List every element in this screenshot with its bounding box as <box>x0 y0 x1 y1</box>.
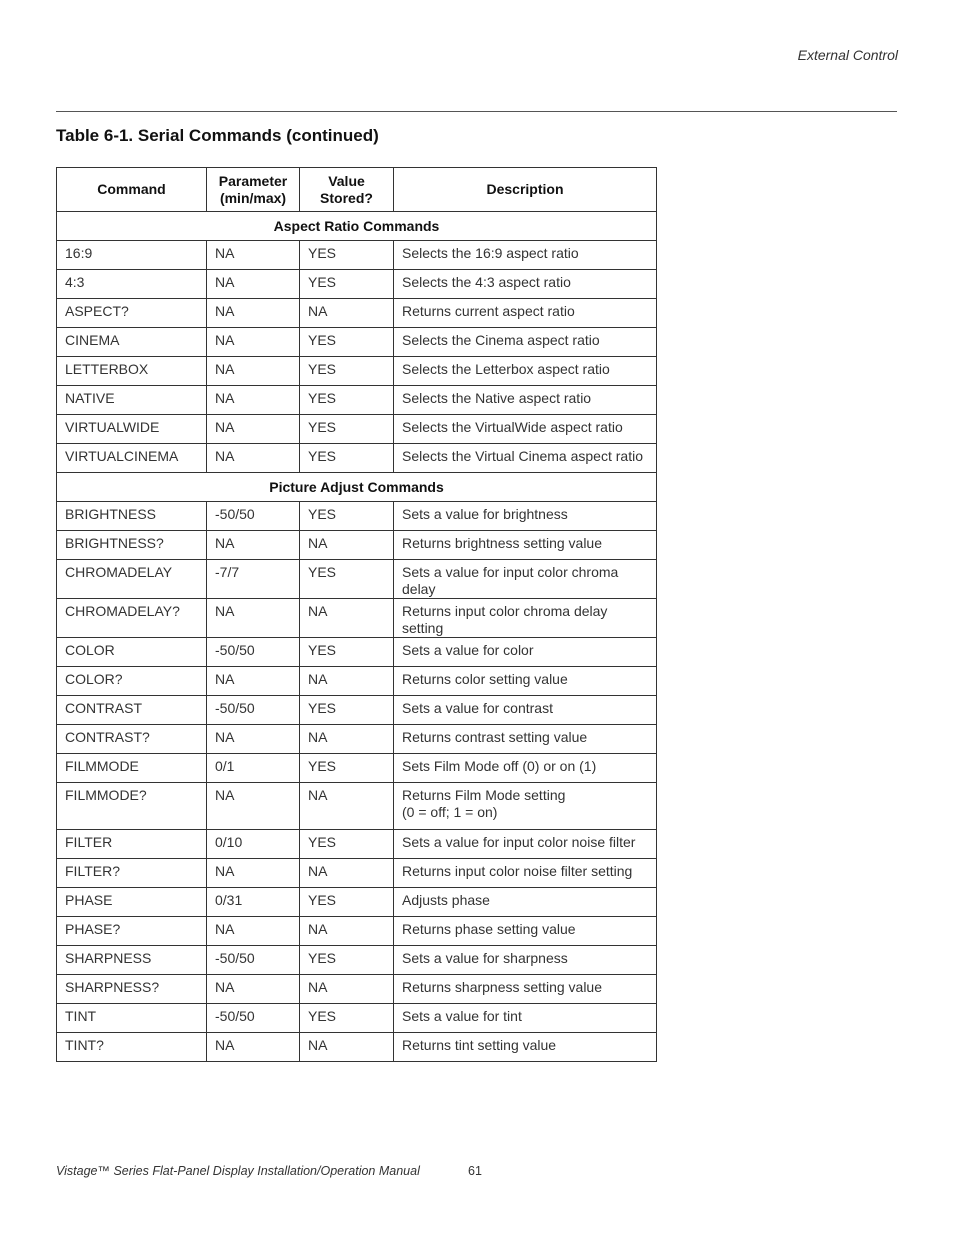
cell-stored: NA <box>300 725 394 754</box>
cell-command: ASPECT? <box>57 299 207 328</box>
cell-stored: YES <box>300 270 394 299</box>
cell-stored: YES <box>300 888 394 917</box>
cell-stored: NA <box>300 783 394 830</box>
cell-stored: YES <box>300 754 394 783</box>
cell-parameter: NA <box>207 917 300 946</box>
description-line: Sets a value for color <box>402 642 534 658</box>
cell-stored: NA <box>300 917 394 946</box>
cell-stored: YES <box>300 1004 394 1033</box>
cell-command: CHROMADELAY? <box>57 599 207 638</box>
cell-stored: NA <box>300 859 394 888</box>
cell-description <box>394 444 657 473</box>
cell-parameter: NA <box>207 299 300 328</box>
description-line: Returns current aspect ratio <box>402 303 575 319</box>
cell-parameter: -50/50 <box>207 696 300 725</box>
table-row <box>57 560 657 599</box>
cell-description <box>394 328 657 357</box>
table-row <box>57 444 657 473</box>
page-number: 61 <box>468 1164 482 1178</box>
cell-description <box>394 754 657 783</box>
table-row <box>57 299 657 328</box>
column-header-stored-line: Value <box>328 172 365 189</box>
description-line: Selects the VirtualWide aspect ratio <box>402 419 623 435</box>
table-row <box>57 754 657 783</box>
cell-parameter: NA <box>207 1033 300 1062</box>
description-line: Selects the Letterbox aspect ratio <box>402 361 610 377</box>
cell-stored: YES <box>300 502 394 531</box>
cell-description <box>394 502 657 531</box>
column-header-parameter-line: Parameter <box>218 172 288 189</box>
cell-stored: NA <box>300 667 394 696</box>
cell-parameter: NA <box>207 725 300 754</box>
header-rule <box>56 111 897 112</box>
table-row <box>57 241 657 270</box>
description-line: Selects the Cinema aspect ratio <box>402 332 600 348</box>
cell-parameter: NA <box>207 444 300 473</box>
table-row <box>57 975 657 1004</box>
cell-parameter: -7/7 <box>207 560 300 599</box>
table-row <box>57 946 657 975</box>
cell-description <box>394 415 657 444</box>
cell-parameter: -50/50 <box>207 638 300 667</box>
column-header-stored-line: Stored? <box>320 189 373 206</box>
cell-stored: YES <box>300 444 394 473</box>
cell-command: COLOR? <box>57 667 207 696</box>
cell-stored: NA <box>300 299 394 328</box>
cell-command: FILMMODE? <box>57 783 207 830</box>
description-line: Sets a value for brightness <box>402 506 568 522</box>
description-line: Sets Film Mode off (0) or on (1) <box>402 758 597 774</box>
column-header-command: Command <box>57 168 207 212</box>
cell-stored: NA <box>300 599 394 638</box>
running-header: External Control <box>797 47 898 63</box>
cell-command: NATIVE <box>57 386 207 415</box>
column-header-value-stored <box>300 168 394 212</box>
description-line: Returns color setting value <box>402 671 568 687</box>
description-line: Selects the Virtual Cinema aspect ratio <box>402 448 643 464</box>
cell-parameter: NA <box>207 270 300 299</box>
cell-parameter: -50/50 <box>207 502 300 531</box>
cell-stored: YES <box>300 357 394 386</box>
description-line: Returns brightness setting value <box>402 535 602 551</box>
table-row <box>57 830 657 859</box>
cell-description <box>394 917 657 946</box>
cell-command: SHARPNESS? <box>57 975 207 1004</box>
cell-command: TINT? <box>57 1033 207 1062</box>
table-row <box>57 531 657 560</box>
cell-stored: YES <box>300 560 394 599</box>
cell-command: 16:9 <box>57 241 207 270</box>
cell-command: VIRTUALWIDE <box>57 415 207 444</box>
cell-command: VIRTUALCINEMA <box>57 444 207 473</box>
cell-stored: YES <box>300 696 394 725</box>
column-header-parameter-line: (min/max) <box>219 189 287 206</box>
cell-parameter: NA <box>207 357 300 386</box>
table-row <box>57 1004 657 1033</box>
cell-command: PHASE <box>57 888 207 917</box>
description-line: Selects the 16:9 aspect ratio <box>402 245 579 261</box>
cell-description <box>394 975 657 1004</box>
cell-parameter: NA <box>207 599 300 638</box>
cell-description <box>394 560 657 599</box>
table-title: Table 6-1. Serial Commands (continued) <box>56 126 379 145</box>
footer-manual-title: Vistage™ Series Flat-Panel Display Installation/Operation Manual <box>56 1164 420 1178</box>
table-row <box>57 638 657 667</box>
description-line: Returns input color chroma delay setting <box>402 603 608 636</box>
description-line: Returns phase setting value <box>402 921 576 937</box>
cell-command: SHARPNESS <box>57 946 207 975</box>
cell-description <box>394 859 657 888</box>
cell-stored: NA <box>300 531 394 560</box>
cell-parameter: NA <box>207 783 300 830</box>
cell-parameter: NA <box>207 859 300 888</box>
cell-command: PHASE? <box>57 917 207 946</box>
cell-command: FILTER? <box>57 859 207 888</box>
cell-command: CONTRAST? <box>57 725 207 754</box>
cell-parameter: NA <box>207 531 300 560</box>
cell-stored: YES <box>300 415 394 444</box>
table-row <box>57 1033 657 1062</box>
cell-command: 4:3 <box>57 270 207 299</box>
cell-stored: YES <box>300 830 394 859</box>
description-line: Returns Film Mode setting <box>402 787 566 803</box>
cell-command: TINT <box>57 1004 207 1033</box>
table-row <box>57 725 657 754</box>
description-line: Selects the 4:3 aspect ratio <box>402 274 571 290</box>
serial-commands-table <box>56 167 657 1062</box>
table-row <box>57 888 657 917</box>
section-title: Aspect Ratio Commands <box>57 212 657 241</box>
cell-command: CHROMADELAY <box>57 560 207 599</box>
cell-command: FILMMODE <box>57 754 207 783</box>
cell-command: FILTER <box>57 830 207 859</box>
cell-parameter: NA <box>207 667 300 696</box>
cell-parameter: NA <box>207 386 300 415</box>
table-row <box>57 386 657 415</box>
table-row <box>57 328 657 357</box>
column-header-description: Description <box>394 168 657 212</box>
cell-description <box>394 830 657 859</box>
table-row <box>57 667 657 696</box>
table-header-row <box>57 168 657 212</box>
section-row <box>57 212 657 241</box>
table-row <box>57 696 657 725</box>
cell-command: COLOR <box>57 638 207 667</box>
description-line: Sets a value for input color noise filter <box>402 834 636 850</box>
description-line: Selects the Native aspect ratio <box>402 390 592 406</box>
cell-description <box>394 357 657 386</box>
cell-description <box>394 270 657 299</box>
cell-description <box>394 1004 657 1033</box>
column-header-parameter <box>207 168 300 212</box>
table-body <box>57 212 657 1062</box>
table-row <box>57 270 657 299</box>
cell-parameter: NA <box>207 415 300 444</box>
table-row <box>57 859 657 888</box>
cell-command: CONTRAST <box>57 696 207 725</box>
cell-parameter: NA <box>207 975 300 1004</box>
table-row <box>57 502 657 531</box>
description-line: Sets a value for input color chroma delay <box>402 564 619 597</box>
table-row <box>57 599 657 638</box>
cell-stored: YES <box>300 386 394 415</box>
description-line: Returns tint setting value <box>402 1037 557 1053</box>
cell-description <box>394 946 657 975</box>
cell-parameter: -50/50 <box>207 946 300 975</box>
cell-stored: YES <box>300 328 394 357</box>
cell-description <box>394 667 657 696</box>
cell-stored: YES <box>300 241 394 270</box>
cell-stored: YES <box>300 638 394 667</box>
cell-stored: NA <box>300 1033 394 1062</box>
cell-parameter: -50/50 <box>207 1004 300 1033</box>
cell-parameter: NA <box>207 328 300 357</box>
description-line: Returns contrast setting value <box>402 729 588 745</box>
cell-description <box>394 299 657 328</box>
cell-description <box>394 1033 657 1062</box>
cell-command: BRIGHTNESS <box>57 502 207 531</box>
cell-description <box>394 783 657 830</box>
table-row <box>57 357 657 386</box>
cell-parameter: 0/1 <box>207 754 300 783</box>
description-line: Sets a value for contrast <box>402 700 553 716</box>
cell-description <box>394 696 657 725</box>
cell-description <box>394 531 657 560</box>
table-row <box>57 783 657 830</box>
description-line: Sets a value for tint <box>402 1008 522 1024</box>
cell-command: CINEMA <box>57 328 207 357</box>
cell-description <box>394 888 657 917</box>
cell-parameter: 0/10 <box>207 830 300 859</box>
cell-description <box>394 725 657 754</box>
table-row <box>57 917 657 946</box>
cell-parameter: 0/31 <box>207 888 300 917</box>
cell-stored: NA <box>300 975 394 1004</box>
cell-description <box>394 386 657 415</box>
cell-stored: YES <box>300 946 394 975</box>
section-row <box>57 473 657 502</box>
description-line: Sets a value for sharpness <box>402 950 568 966</box>
description-line: Returns input color noise filter setting <box>402 863 633 879</box>
description-line: Adjusts phase <box>402 892 490 908</box>
table-row <box>57 415 657 444</box>
cell-command: LETTERBOX <box>57 357 207 386</box>
cell-description <box>394 599 657 638</box>
section-title: Picture Adjust Commands <box>57 473 657 502</box>
description-line: (0 = off; 1 = on) <box>402 804 498 820</box>
description-line: Returns sharpness setting value <box>402 979 602 995</box>
cell-description <box>394 241 657 270</box>
cell-command: BRIGHTNESS? <box>57 531 207 560</box>
cell-description <box>394 638 657 667</box>
cell-parameter: NA <box>207 241 300 270</box>
